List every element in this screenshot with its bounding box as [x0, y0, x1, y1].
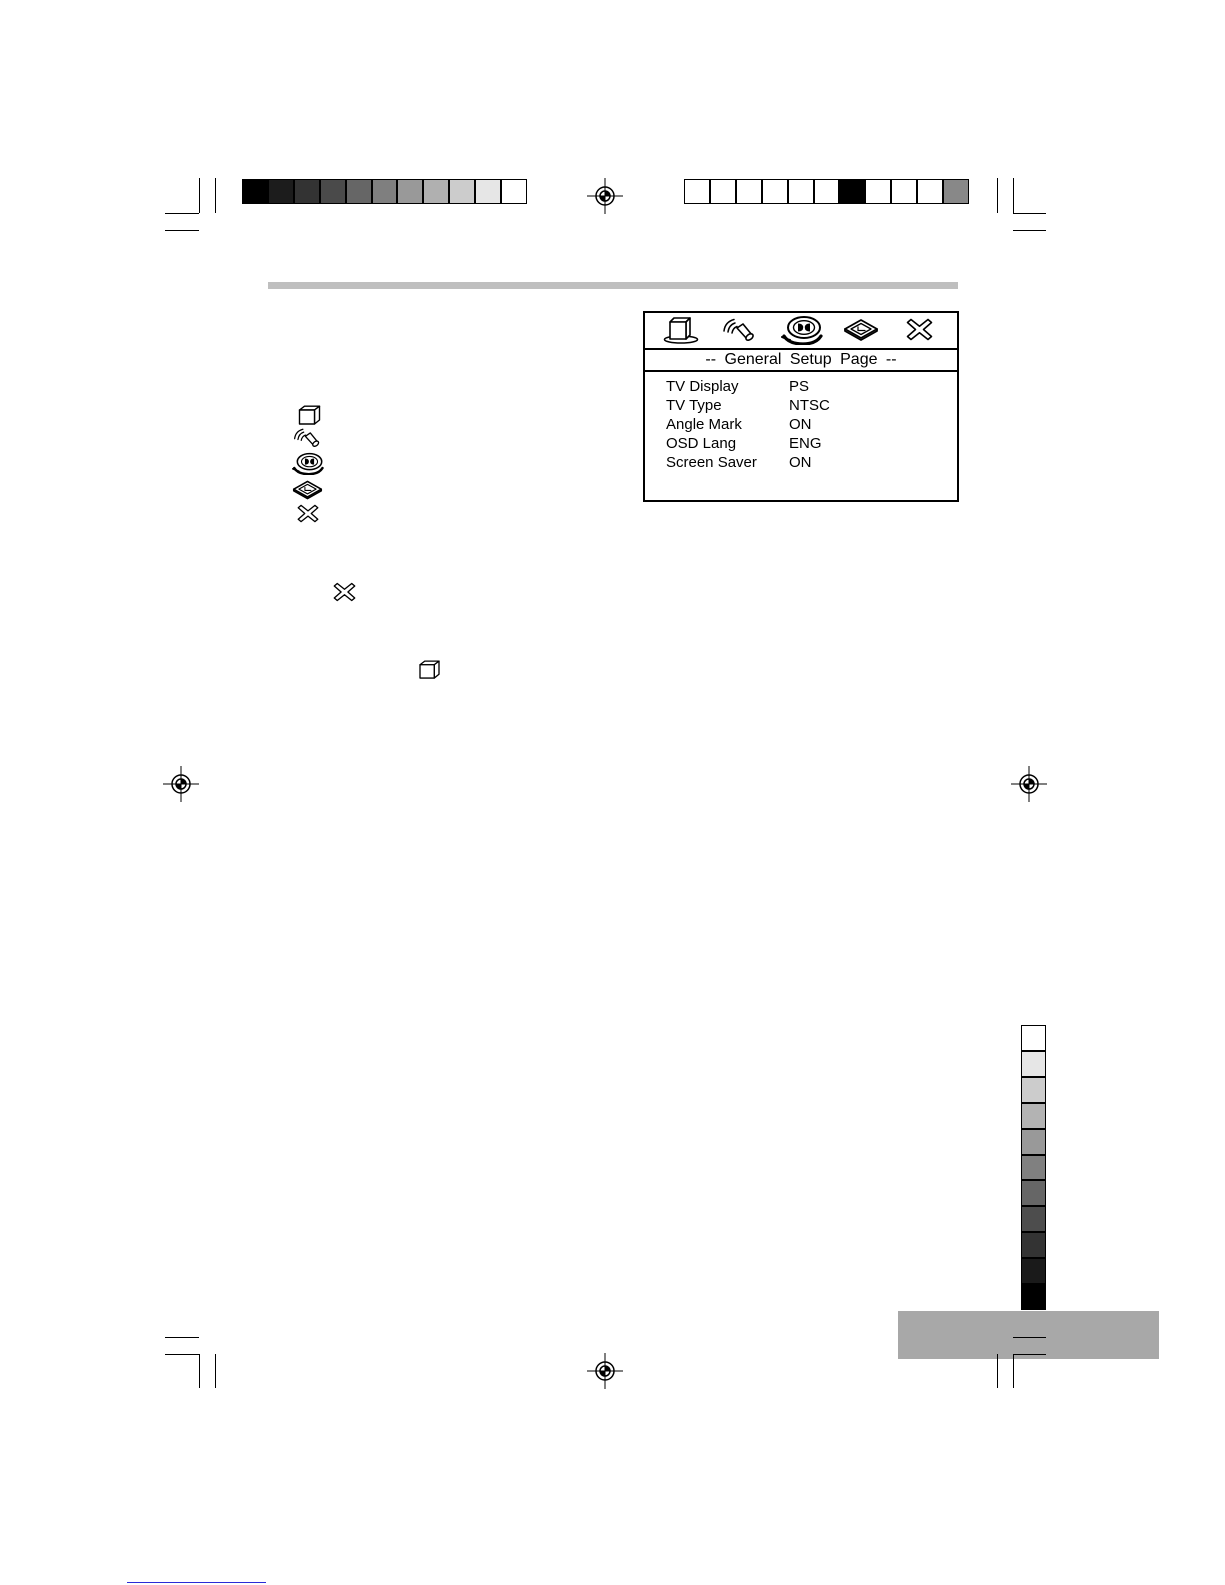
exit-icon	[906, 318, 933, 341]
color-swatch	[943, 179, 969, 204]
color-swatch	[294, 179, 320, 204]
menu-item-angle-mark[interactable]	[666, 415, 830, 434]
color-swatch	[684, 179, 710, 204]
menu-item-value: ON	[789, 454, 812, 471]
crop-mark	[215, 178, 216, 213]
registration-mark	[587, 1353, 623, 1389]
color-swatch	[1021, 1258, 1046, 1284]
color-swatch	[1021, 1077, 1046, 1103]
header-rule	[268, 282, 958, 289]
color-swatch	[788, 179, 814, 204]
crop-mark	[997, 1354, 998, 1388]
audio-setup-icon	[293, 427, 321, 448]
bottom-underline	[127, 1582, 266, 1583]
menu-item-label: OSD Lang	[666, 435, 737, 452]
color-swatch	[449, 179, 475, 204]
footer-gray-block	[898, 1311, 1159, 1359]
menu-item-value: PS	[789, 378, 810, 395]
crop-mark	[1013, 178, 1014, 213]
menu-item-osd-lang[interactable]	[666, 434, 830, 453]
menu-item-label: Angle Mark	[666, 416, 742, 433]
menu-item-value: ON	[789, 416, 812, 433]
crop-mark	[165, 230, 199, 231]
color-swatch	[814, 179, 840, 204]
crop-mark	[215, 1354, 216, 1388]
menu-page-title: -- General Setup Page --	[705, 351, 897, 368]
audio-setup-icon	[722, 318, 756, 341]
color-swatch	[1021, 1155, 1046, 1181]
crop-mark	[199, 1354, 200, 1388]
color-swatch	[372, 179, 398, 204]
menu-item-tv-display[interactable]	[666, 377, 830, 396]
preference-icon	[843, 319, 879, 341]
tab-preference[interactable]	[843, 319, 879, 341]
color-swatch	[1021, 1025, 1046, 1051]
dolby-digital-setup-icon	[292, 452, 324, 475]
color-swatch	[423, 179, 449, 204]
crop-mark	[1013, 1354, 1046, 1355]
crop-mark	[165, 1354, 199, 1355]
color-swatch	[1021, 1051, 1046, 1077]
color-swatch	[1021, 1232, 1046, 1258]
crop-mark	[1013, 1337, 1046, 1338]
registration-mark	[587, 178, 623, 214]
exit-icon	[333, 581, 356, 603]
color-swatch	[1021, 1284, 1046, 1310]
general-setup-icon	[663, 316, 701, 344]
calibration-strip-right	[1021, 1025, 1046, 1310]
calibration-strip-top-left	[242, 179, 527, 204]
color-swatch	[320, 179, 346, 204]
crop-mark	[1013, 213, 1046, 214]
general-setup-icon	[297, 405, 322, 425]
dolby-digital-setup-icon	[781, 315, 823, 345]
menu-item-tv-type[interactable]	[666, 396, 830, 415]
crop-mark	[165, 213, 199, 214]
color-swatch	[865, 179, 891, 204]
color-swatch	[762, 179, 788, 204]
color-swatch	[1021, 1206, 1046, 1232]
menu-item-label: Screen Saver	[666, 454, 757, 471]
registration-mark	[1011, 766, 1047, 802]
crop-mark	[997, 178, 998, 213]
color-swatch	[917, 179, 943, 204]
menu-item-label: TV Display	[666, 378, 739, 395]
divider	[645, 370, 957, 372]
color-swatch	[268, 179, 294, 204]
calibration-strip-top-right	[684, 179, 969, 204]
menu-item-value: NTSC	[789, 397, 830, 414]
tab-general-setup[interactable]	[663, 316, 701, 344]
tab-dolby-digital-setup[interactable]	[781, 315, 823, 345]
menu-item-list	[666, 377, 830, 472]
color-swatch	[397, 179, 423, 204]
color-swatch	[346, 179, 372, 204]
tab-exit[interactable]	[906, 318, 933, 341]
tab-audio-setup[interactable]	[722, 318, 756, 341]
color-swatch	[1021, 1129, 1046, 1155]
color-swatch	[710, 179, 736, 204]
crop-mark	[1013, 230, 1046, 231]
color-swatch	[475, 179, 501, 204]
color-swatch	[501, 179, 527, 204]
color-swatch	[1021, 1103, 1046, 1129]
general-setup-icon	[418, 660, 441, 679]
color-swatch	[891, 179, 917, 204]
preference-icon	[292, 480, 323, 500]
menu-item-label: TV Type	[666, 397, 722, 414]
color-swatch	[736, 179, 762, 204]
crop-mark	[1013, 1354, 1014, 1388]
osd-setup-menu	[643, 311, 959, 502]
menu-item-value: ENG	[789, 435, 822, 452]
crop-mark	[165, 1337, 199, 1338]
menu-item-screen-saver[interactable]	[666, 453, 830, 472]
color-swatch	[1021, 1180, 1046, 1206]
crop-mark	[199, 178, 200, 213]
exit-icon	[297, 503, 319, 524]
color-swatch	[839, 179, 865, 204]
color-swatch	[242, 179, 268, 204]
registration-mark	[163, 766, 199, 802]
